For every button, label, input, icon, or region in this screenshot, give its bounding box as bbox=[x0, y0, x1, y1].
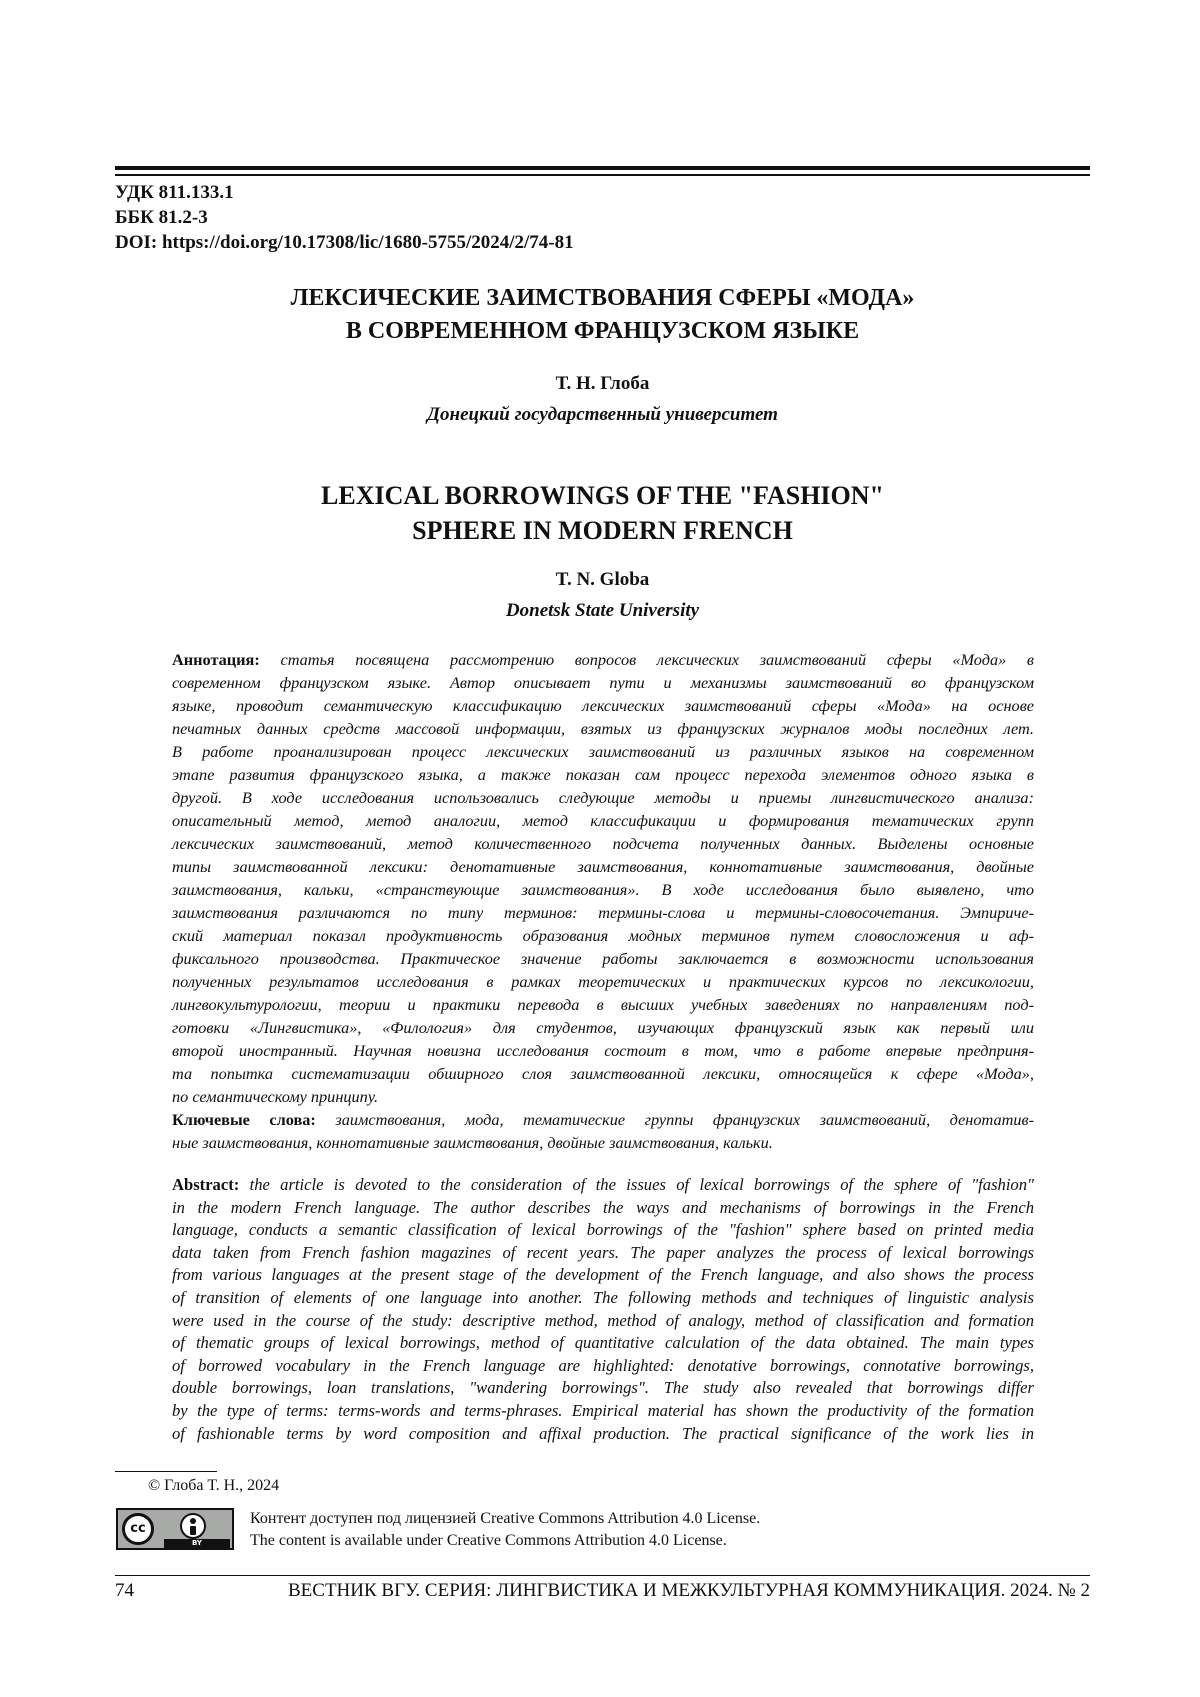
keywords-line: Ключевые слова: заимствования, мода, тематические группы французских заимствований, денотатив- bbox=[172, 1108, 1034, 1131]
annotation-line: Аннотация: статья посвящена рассмотрению вопросов лексических заимствований сферы «Мода» в bbox=[172, 648, 1034, 671]
annotation-line: В работе проанализирован процесс лексических заимствований из различных языков на современном bbox=[172, 740, 1034, 763]
annotation-line: заимствования, кальки, «странствующие заимствования». В ходе исследования было выявлено, что bbox=[172, 878, 1034, 901]
annotation-line: готовки «Лингвистика», «Филология» для студентов, изучающих французский язык как первый или bbox=[172, 1016, 1034, 1039]
license-text bbox=[250, 1508, 760, 1552]
annotation-line: ский материал показал продуктивность образования модных терминов путем словосложения и аф- bbox=[172, 924, 1034, 947]
title-russian-line: ЛЕКСИЧЕСКИЕ ЗАИМСТВОВАНИЯ СФЕРЫ «МОДА» bbox=[115, 282, 1090, 315]
abstract-line: double borrowings, loan translations, "wandering borrowings". The study also revealed that borrowings differ bbox=[172, 1377, 1034, 1400]
annotation-line: полученных результатов исследования в рамках теоретических и практических курсов по лексикологии, bbox=[172, 970, 1034, 993]
title-english bbox=[115, 478, 1090, 548]
annotation-line: языке, проводит семантическую классификацию лексических заимствований сферы «Мода» на основе bbox=[172, 694, 1034, 717]
annotation-line: второй иностранный. Научная новизна исследования состоит в том, что в работе впервые предприня- bbox=[172, 1039, 1034, 1062]
abstract-line: were used in the course of the study: descriptive method, method of analogy, method of classification and formation bbox=[172, 1310, 1034, 1333]
annotation-russian bbox=[172, 648, 1034, 1108]
annotation-label: Аннотация: bbox=[172, 650, 260, 669]
abstract-line: from various languages at the present stage of the development of the French language, and also shows the process bbox=[172, 1264, 1034, 1287]
doi-link[interactable]: DOI: https://doi.org/10.17308/lic/1680-5755/2024/2/74-81 bbox=[115, 230, 574, 255]
abstract-line: Abstract: the article is devoted to the consideration of the issues of lexical borrowings of the sphere of "fashion" bbox=[172, 1174, 1034, 1197]
abstract-line: in the modern French language. The author describes the ways and mechanisms of borrowings in the French bbox=[172, 1197, 1034, 1220]
header-rule-thick bbox=[115, 166, 1090, 170]
copyright-notice: © Глоба Т. Н., 2024 bbox=[148, 1477, 279, 1495]
cc-by-license-badge[interactable] bbox=[116, 1508, 234, 1550]
annotation-line: печатных данных средств массовой информации, взятых из французских журналов моды последних лет. bbox=[172, 717, 1034, 740]
annotation-line: та попытка систематизации обширного слоя заимствованной лексики, относящейся к сфере «Мода», bbox=[172, 1062, 1034, 1085]
annotation-line: фиксального производства. Практическое значение работы заключается в возможности использования bbox=[172, 947, 1034, 970]
annotation-line: по семантическому принципу. bbox=[172, 1085, 1034, 1108]
footnote-rule bbox=[115, 1471, 217, 1472]
header-rule-thin bbox=[115, 174, 1090, 176]
abstract-line: of borrowed vocabulary in the French language are highlighted: denotative borrowings, connotative borrowings, bbox=[172, 1355, 1034, 1378]
annotation-line: этапе развития французского языка, а также показан сам процесс перехода элементов одного языка в bbox=[172, 763, 1034, 786]
keywords-line: ные заимствования, коннотативные заимствования, двойные заимствования, кальки. bbox=[172, 1131, 1034, 1154]
author-english: T. N. Globa bbox=[115, 569, 1090, 591]
footer-rule bbox=[115, 1575, 1090, 1576]
title-english-line: SPHERE IN MODERN FRENCH bbox=[115, 513, 1090, 548]
license-english: The content is available under Creative Commons Attribution 4.0 License. bbox=[250, 1530, 760, 1552]
journal-running-title: ВЕСТНИК ВГУ. СЕРИЯ: ЛИНГВИСТИКА И МЕЖКУЛЬТУРНАЯ КОММУНИКАЦИЯ. 2024. № 2 bbox=[288, 1580, 1090, 1602]
keywords-russian bbox=[172, 1108, 1034, 1154]
page-number: 74 bbox=[115, 1580, 134, 1602]
abstract-line: by the type of terms: terms-words and terms-phrases. Empirical material has shown the productivity of the formation bbox=[172, 1400, 1034, 1423]
abstract-line: language, conducts a semantic classification of lexical borrowings of the "fashion" sphere based on printed media bbox=[172, 1219, 1034, 1242]
annotation-line: лингвокультурологии, теории и практики перевода в высших учебных заведениях по направлениям под- bbox=[172, 993, 1034, 1016]
keywords-label: Ключевые слова: bbox=[172, 1110, 316, 1129]
abstract-label: Abstract: bbox=[172, 1175, 239, 1194]
cc-icon: cc bbox=[122, 1513, 154, 1545]
annotation-line: лексических заимствований, метод количественного подсчета полученных данных. Выделены основные bbox=[172, 832, 1034, 855]
author-russian: Т. Н. Глоба bbox=[115, 373, 1090, 395]
abstract-line: of transition of elements of one language into another. The following methods and techniques of linguistic analysis bbox=[172, 1287, 1034, 1310]
person-icon bbox=[180, 1513, 206, 1539]
annotation-line: заимствования различаются по типу терминов: термины-слова и термины-словосочетания. Эмпириче- bbox=[172, 901, 1034, 924]
by-label: BY bbox=[164, 1539, 230, 1548]
annotation-line: современном французском языке. Автор описывает пути и механизмы заимствований во французском bbox=[172, 671, 1034, 694]
affiliation-english: Donetsk State University bbox=[115, 600, 1090, 622]
annotation-line: типы заимствованной лексики: денотативные заимствования, коннотативные заимствования, двойные bbox=[172, 855, 1034, 878]
bbk-code: ББК 81.2-3 bbox=[115, 205, 574, 230]
udk-code: УДК 811.133.1 bbox=[115, 180, 574, 205]
title-russian-line: В СОВРЕМЕННОМ ФРАНЦУЗСКОМ ЯЗЫКЕ bbox=[115, 315, 1090, 348]
abstract-line: data taken from French fashion magazines of recent years. The paper analyzes the process of lexical borrowings bbox=[172, 1242, 1034, 1265]
license-russian: Контент доступен под лицензией Creative Commons Attribution 4.0 License. bbox=[250, 1508, 760, 1530]
abstract-line: of fashionable terms by word composition and affixal production. The practical significance of the work lies in bbox=[172, 1423, 1034, 1446]
abstract-english bbox=[172, 1174, 1034, 1445]
by-attribution-icon bbox=[164, 1512, 230, 1548]
affiliation-russian: Донецкий государственный университет bbox=[115, 404, 1090, 426]
article-identifiers bbox=[115, 180, 574, 255]
title-russian bbox=[115, 282, 1090, 348]
title-english-line: LEXICAL BORROWINGS OF THE "FASHION" bbox=[115, 478, 1090, 513]
annotation-line: описательный метод, метод аналогии, метод классификации и формирования тематических групп bbox=[172, 809, 1034, 832]
annotation-line: другой. В ходе исследования использовались следующие методы и приемы лингвистического анализа: bbox=[172, 786, 1034, 809]
abstract-line: of thematic groups of lexical borrowings, method of quantitative calculation of the data obtained. The main types bbox=[172, 1332, 1034, 1355]
